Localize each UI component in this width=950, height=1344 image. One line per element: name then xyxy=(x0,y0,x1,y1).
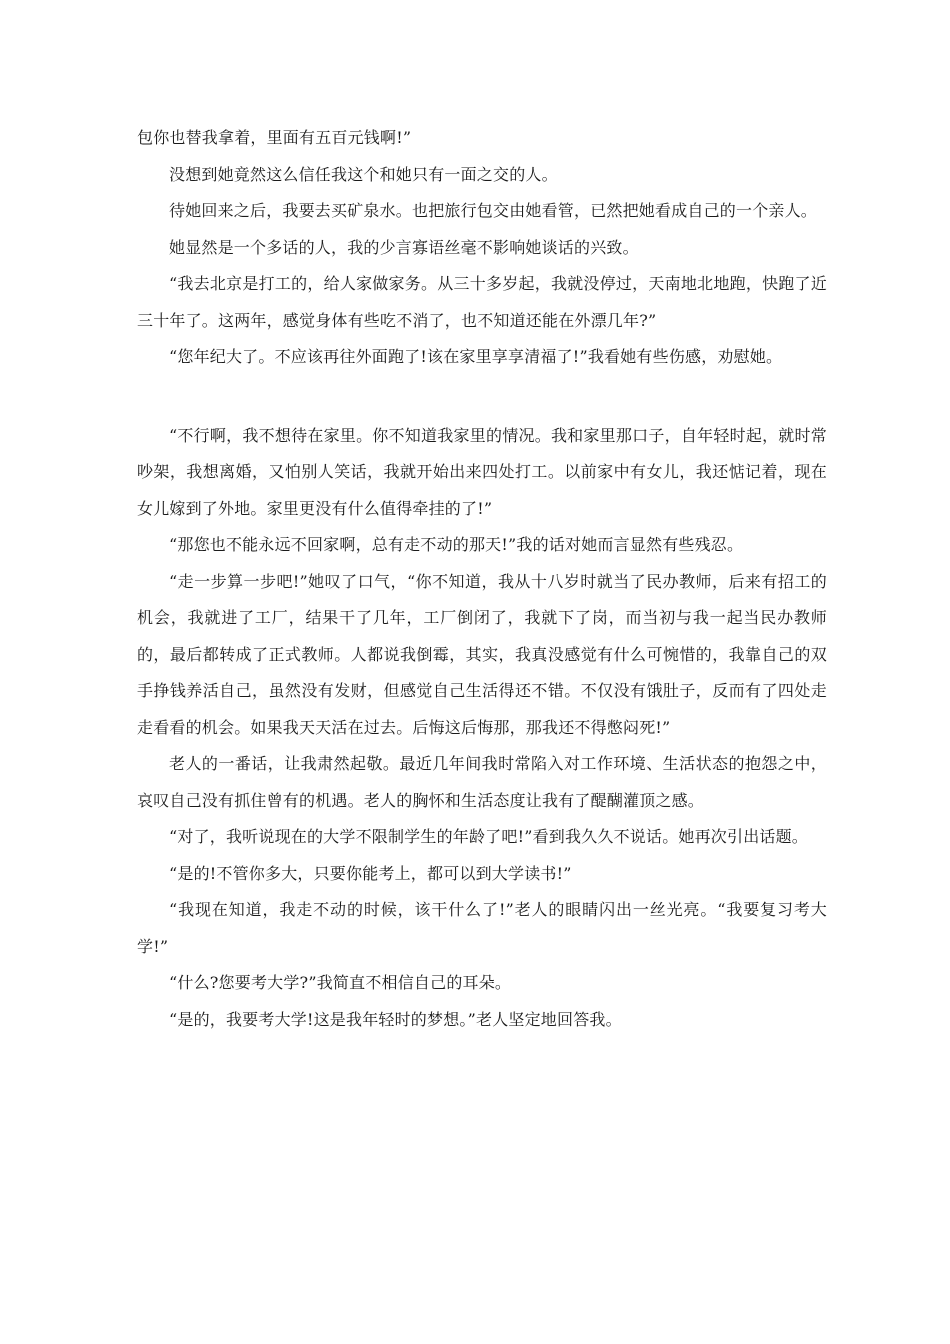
paragraph-6: “您年纪大了。不应该再往外面跑了!该在家里享享清福了!”我看她有些伤感，劝慰她。 xyxy=(169,347,783,366)
paragraph-12: “是的!不管你多大，只要你能考上，都可以到大学读书!” xyxy=(169,863,572,883)
paragraph-5: “我去北京是打工的，给人家做家务。从三十多岁起，我就没停过，天南地北地跑，快跑了近三十年了。这两年，感觉身体有些吃不消了，也不知道还能在外漂几年?” xyxy=(137,274,827,330)
paragraph-9: “走一步算一步吧!”她叹了口气，“你不知道，我从十八岁时就当了民办教师，后来有招工的机会，我就进了工厂，结果干了几年，工厂倒闭了，我就下了岗，而当初与我一起当民办教师的，最后都转成了正式教师。人都说我倒霉，其实，我真没感觉有什么可惋惜的，我靠自己的双手挣钱养活自己，虽然没有发财，但感觉自己生活得还不错。不仅没有饿肚子，反而有了四处走走看看的机会。如果我天天活在过去。后悔这后悔那，那我还不得憋闷死!” xyxy=(137,571,827,737)
paragraph-4: 她显然是一个多话的人，我的少言寡语丝毫不影响她谈话的兴致。 xyxy=(169,237,639,257)
paragraph-13: “我现在知道，我走不动的时候，该干什么了!”老人的眼睛闪出一丝光亮。“我要复习考大学!” xyxy=(137,900,827,956)
paragraph-2: 没想到她竟然这么信任我这个和她只有一面之交的人。 xyxy=(169,164,558,184)
paragraph-1: 包你也替我拿着，里面有五百元钱啊!” xyxy=(137,128,412,147)
paragraph-11: “对了，我听说现在的大学不限制学生的年龄了吧!”看到我久久不说话。她再次引出话题。 xyxy=(169,827,808,846)
paragraph-3: 待她回来之后，我要去买矿泉水。也把旅行包交由她看管，已然把她看成自己的一个亲人。 xyxy=(169,201,818,220)
document-page xyxy=(137,120,827,1038)
paragraph-15: “是的，我要考大学!这是我年轻时的梦想。”老人坚定地回答我。 xyxy=(169,1009,622,1029)
paragraph-14: “什么?您要考大学?”我简直不相信自己的耳朵。 xyxy=(169,973,512,992)
paragraph-10: 老人的一番话，让我肃然起敬。最近几年间我时常陷入对工作环境、生活状态的抱怨之中，哀叹自己没有抓住曾有的机遇。老人的胸怀和生活态度让我有了醍醐灌顶之感。 xyxy=(137,754,827,810)
paragraph-8: “那您也不能永远不回家啊，总有走不动的那天!”我的话对她而言显然有些残忍。 xyxy=(169,535,744,554)
paragraph-7: “不行啊，我不想待在家里。你不知道我家里的情况。我和家里那口子，自年轻时起，就时常吵架，我想离婚，又怕别人笑话，我就开始出来四处打工。以前家中有女儿，我还惦记着，现在女儿嫁到了外地。家里更没有什么值得牵挂的了!” xyxy=(137,425,827,518)
